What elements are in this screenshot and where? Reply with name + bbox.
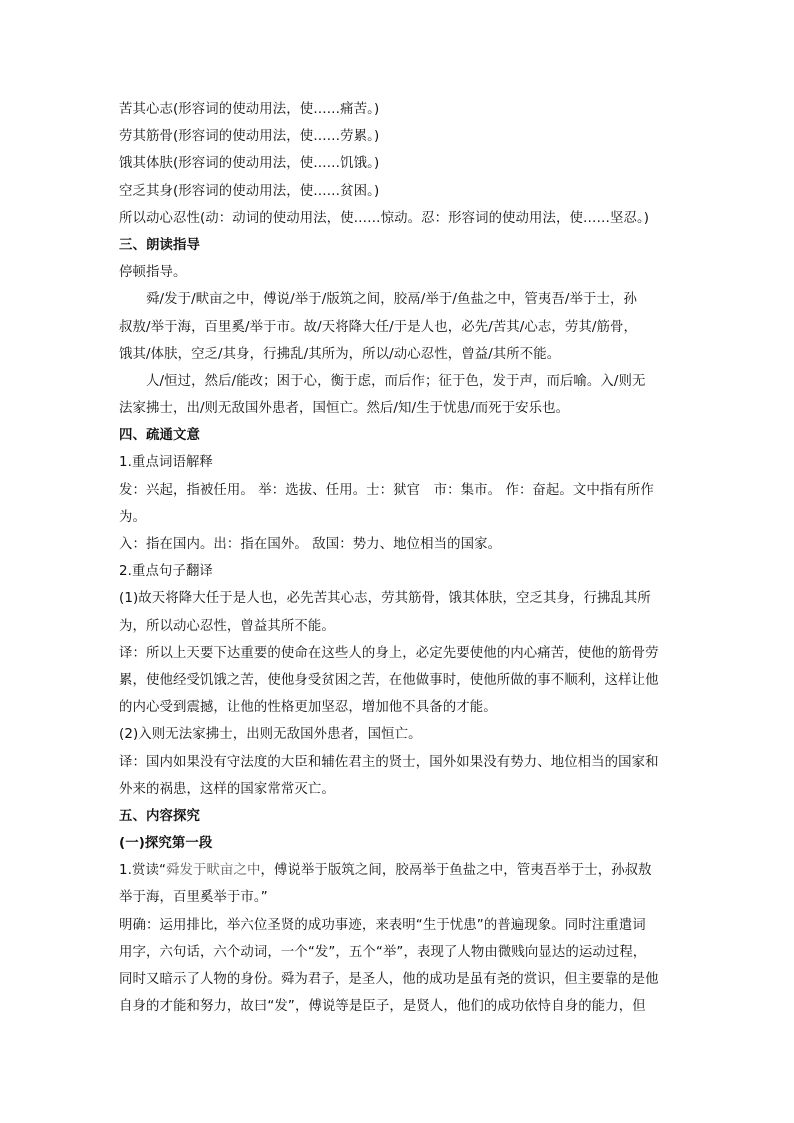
text-line: 停顿指导。: [119, 265, 187, 281]
text-line: 为。: [119, 509, 146, 525]
text-line: 译：所以上天要下达重要的使命在这些人的身上，必定先要使他的内心痛苦，使他的筋骨劳: [119, 645, 659, 661]
paragraph-line: 饿其/体肤，空乏/其身，行拂乱/其所为，所以/动心忍性，曾益/其所不能。: [119, 346, 561, 362]
text-line: 同时又暗示了人物的身份。舜为君子，是圣人，他的成功是虽有尧的赏识，但主要靠的是他: [119, 972, 659, 987]
text-line: 举于海，百里奚举于市。”: [119, 890, 268, 906]
quote-rest: ，傅说举于版筑之间，胶鬲举于鱼盐之中，管夷吾举于士，孙叔敖: [260, 863, 652, 879]
section-heading-4: 四、疏通文意: [119, 428, 200, 444]
text-line: (2)入则无法家拂士，出则无敌国外患者，国恒亡。: [119, 727, 422, 743]
text-line: 的内心受到震撼，让他的性格更加坚忍，增加他不具备的才能。: [119, 700, 497, 716]
text-line: 累，使他经受饥饿之苦，使他身受贫困之苦，在他做事时，使他所做的事不顺利，这样让他: [119, 672, 659, 688]
subheading: 1.重点词语解释: [119, 455, 213, 471]
text-line: 发：兴起，指被任用。 举：选拔、任用。士：狱官 市：集市。 作：奋起。文中指有所作: [119, 482, 654, 498]
text-line: 外来的祸患，这样的国家常常灭亡。: [119, 781, 335, 797]
quote-prefix: 1.赏读“: [119, 863, 166, 879]
paragraph-line: 法家拂士，出/则无敌国外患者，国恒亡。然后/知/生于忧患/而死于安乐也。: [119, 401, 570, 417]
text-line: 用字，六句话，六个动词，一个“发”，五个“举”，表现了人物由微贱向显达的运动过程，: [119, 944, 647, 960]
document-page: [119, 96, 679, 1020]
paragraph-line: 舜/发于/畎亩之中，傅说/举于/版筑之间，胶鬲/举于/鱼盐之中，管夷吾/举于士，孙: [146, 292, 637, 308]
text-line: 劳其筋骨(形容词的使动用法，使……劳累。): [119, 129, 380, 145]
text-line: 空乏其身(形容词的使动用法，使……贫困。): [119, 183, 380, 199]
paragraph-line: 叔敖/举于海，百里奚/举于市。故/天将降大任/于是人也，必先/苦其/心志，劳其/筋骨，: [119, 319, 637, 335]
text-line: 所以动心忍性(动：动词的使动用法，使……惊动。忍：形容词的使动用法，使……坚忍。): [119, 210, 650, 226]
text-line: 自身的才能和努力，故曰“发”，傅说等是臣子，是贤人，他们的成功依恃自身的能力，但: [119, 999, 646, 1015]
quote-highlight: 舜发于畎亩之中: [166, 863, 261, 879]
text-line: 明确：运用排比，举六位圣贤的成功事迹，来表明“生于忧患”的普遍现象。同时注重遣词: [119, 917, 646, 933]
text-line: [119, 857, 679, 884]
text-line: 苦其心志(形容词的使动用法，使……痛苦。): [119, 102, 380, 117]
text-line: (1)故天将降大任于是人也，必先苦其心志，劳其筋骨，饿其体肤，空乏其身，行拂乱其所: [119, 591, 651, 607]
section-heading-3: 三、朗读指导: [119, 237, 200, 253]
section-heading-5: 五、内容探究: [119, 808, 200, 824]
text-line: 入：指在国内。出：指在国外。 敌国：势力、地位相当的国家。: [119, 537, 502, 552]
subheading: 2.重点句子翻译: [119, 564, 213, 580]
text-line: 译：国内如果没有守法度的大臣和辅佐君主的贤士，国外如果没有势力、地位相当的国家和: [119, 754, 659, 770]
text-line: 为，所以动心忍性，曾益其所不能。: [119, 618, 335, 634]
text-line: 饿其体肤(形容词的使动用法，使……饥饿。): [119, 156, 380, 172]
subsection-heading: (一)探究第一段: [119, 836, 213, 852]
paragraph-line: 人/恒过，然后/能改；困于心，衡于虑，而后作；征于色，发于声，而后喻。入/则无: [146, 373, 646, 389]
